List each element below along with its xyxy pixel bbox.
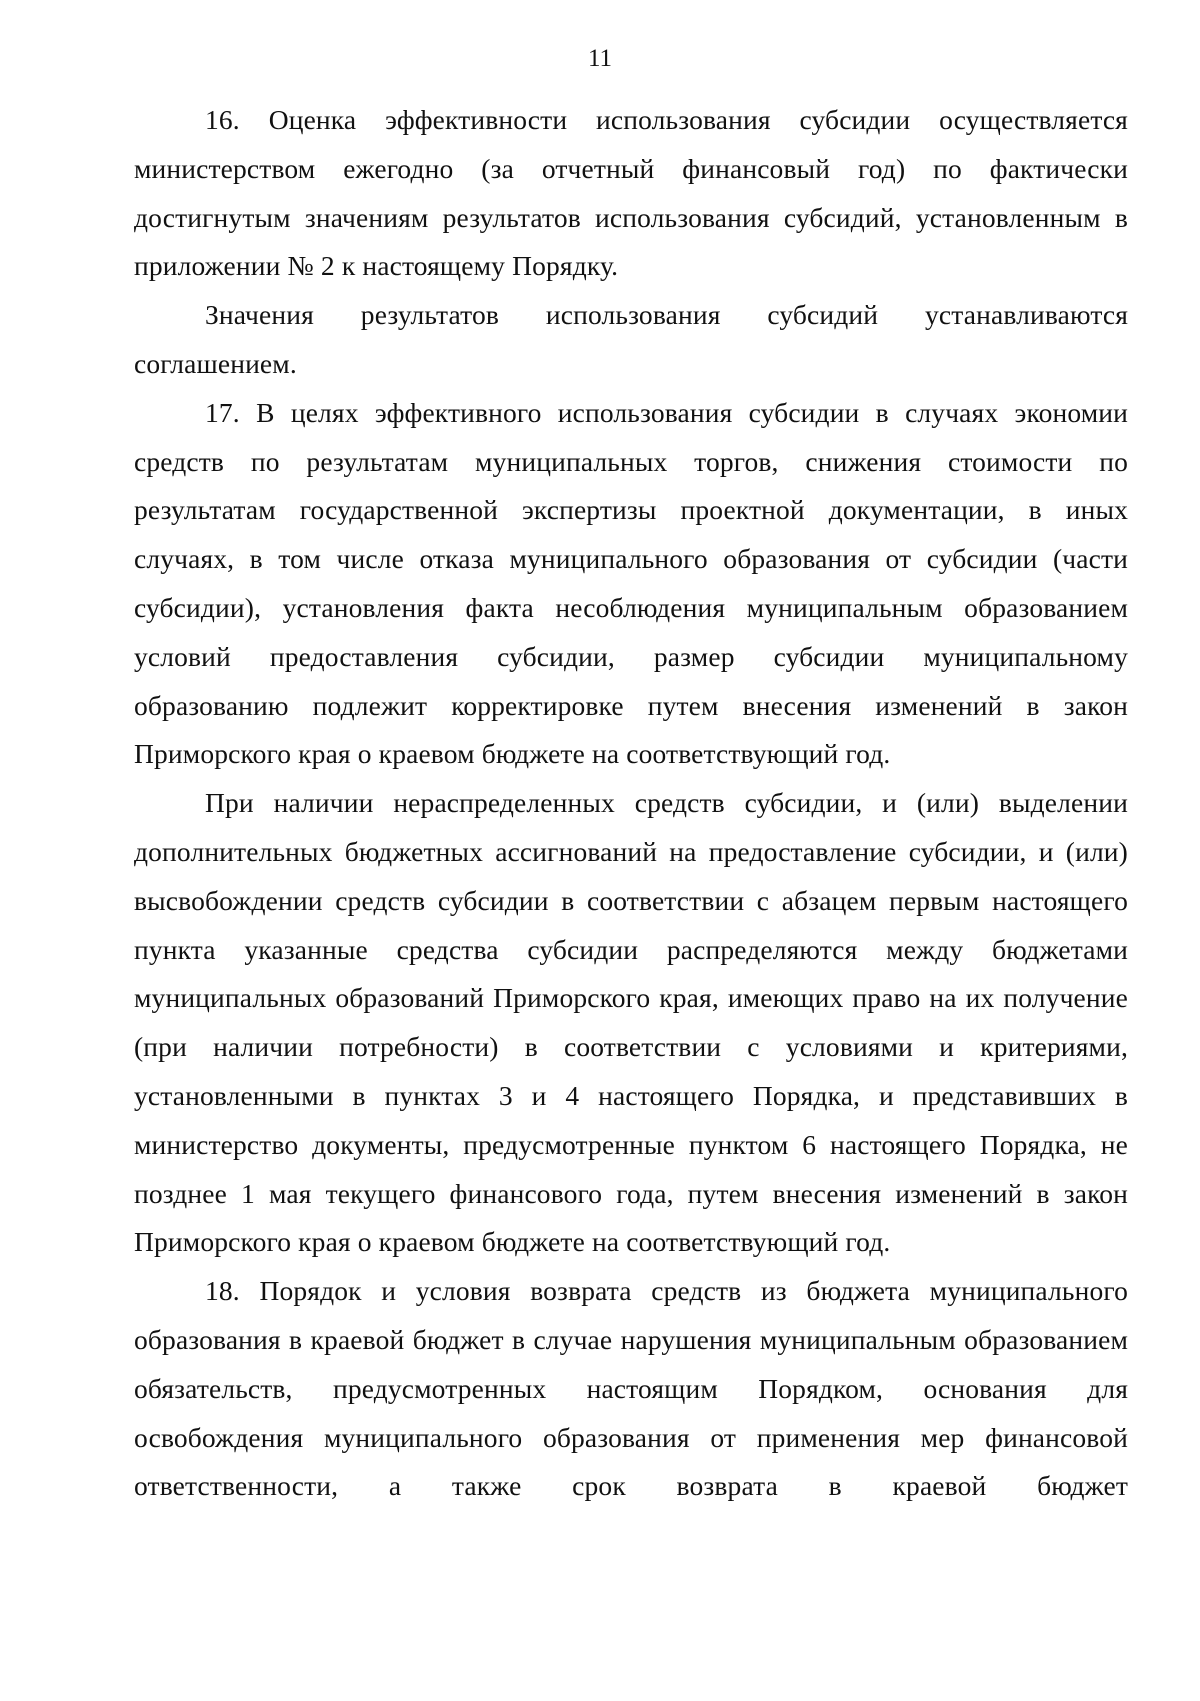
- paragraph-17: 17. В целях эффективного использования субсидии в случаях экономии средств по результатам муниципальных торгов, снижения стоимости по результатам государственной экспертизы проектной документации, в иных случаях, в том числе отказа муниципального образования от субсидии (части субсидии), установления факта несоблюдения муниципальным образованием условий предоставления субсидии, размер субсидии муниципальному образованию подлежит корректировке путем внесения изменений в закон Приморского края о краевом бюджете на соответствующий год.: [134, 396, 1128, 770]
- paragraph-16-results: Значения результатов использования субсидий устанавливаются соглашением.: [134, 299, 1128, 379]
- paragraph-17-redistribution: При наличии нераспределенных средств субсидии, и (или) выделении дополнительных бюджетных ассигнований на предоставление субсидии, и (или) высвобождении средств субсидии в соответствии с абзацем первым настоящего пункта указанные средства субсидии распределяются между бюджетами муниципальных образований Приморского края, имеющих право на их получение (при наличии потребности) в соответствии с условиями и критериями, установленными в пунктах 3 и 4 настоящего Порядка, и представивших в министерство документы, предусмотренные пунктом 6 настоящего Порядка, не позднее 1 мая текущего финансового года, путем внесения изменений в закон Приморского края о краевом бюджете на соответствующий год.: [134, 787, 1128, 1258]
- document-body: [134, 96, 1128, 1511]
- paragraph-16: 16. Оценка эффективности использования субсидии осуществляется министерством ежегодно (за отчетный финансовый год) по фактически достигнутым значениям результатов использования субсидий, установленным в приложении № 2 к настоящему Порядку.: [134, 104, 1128, 282]
- page-number: 11: [587, 45, 613, 72]
- paragraph-18: 18. Порядок и условия возврата средств из бюджета муниципального образования в краевой бюджет в случае нарушения муниципальным образованием обязательств, предусмотренных настоящим Порядком, основания для освобождения муниципального образования от применения мер финансовой ответственности, а также срок возврата в краевой бюджет: [134, 1275, 1128, 1502]
